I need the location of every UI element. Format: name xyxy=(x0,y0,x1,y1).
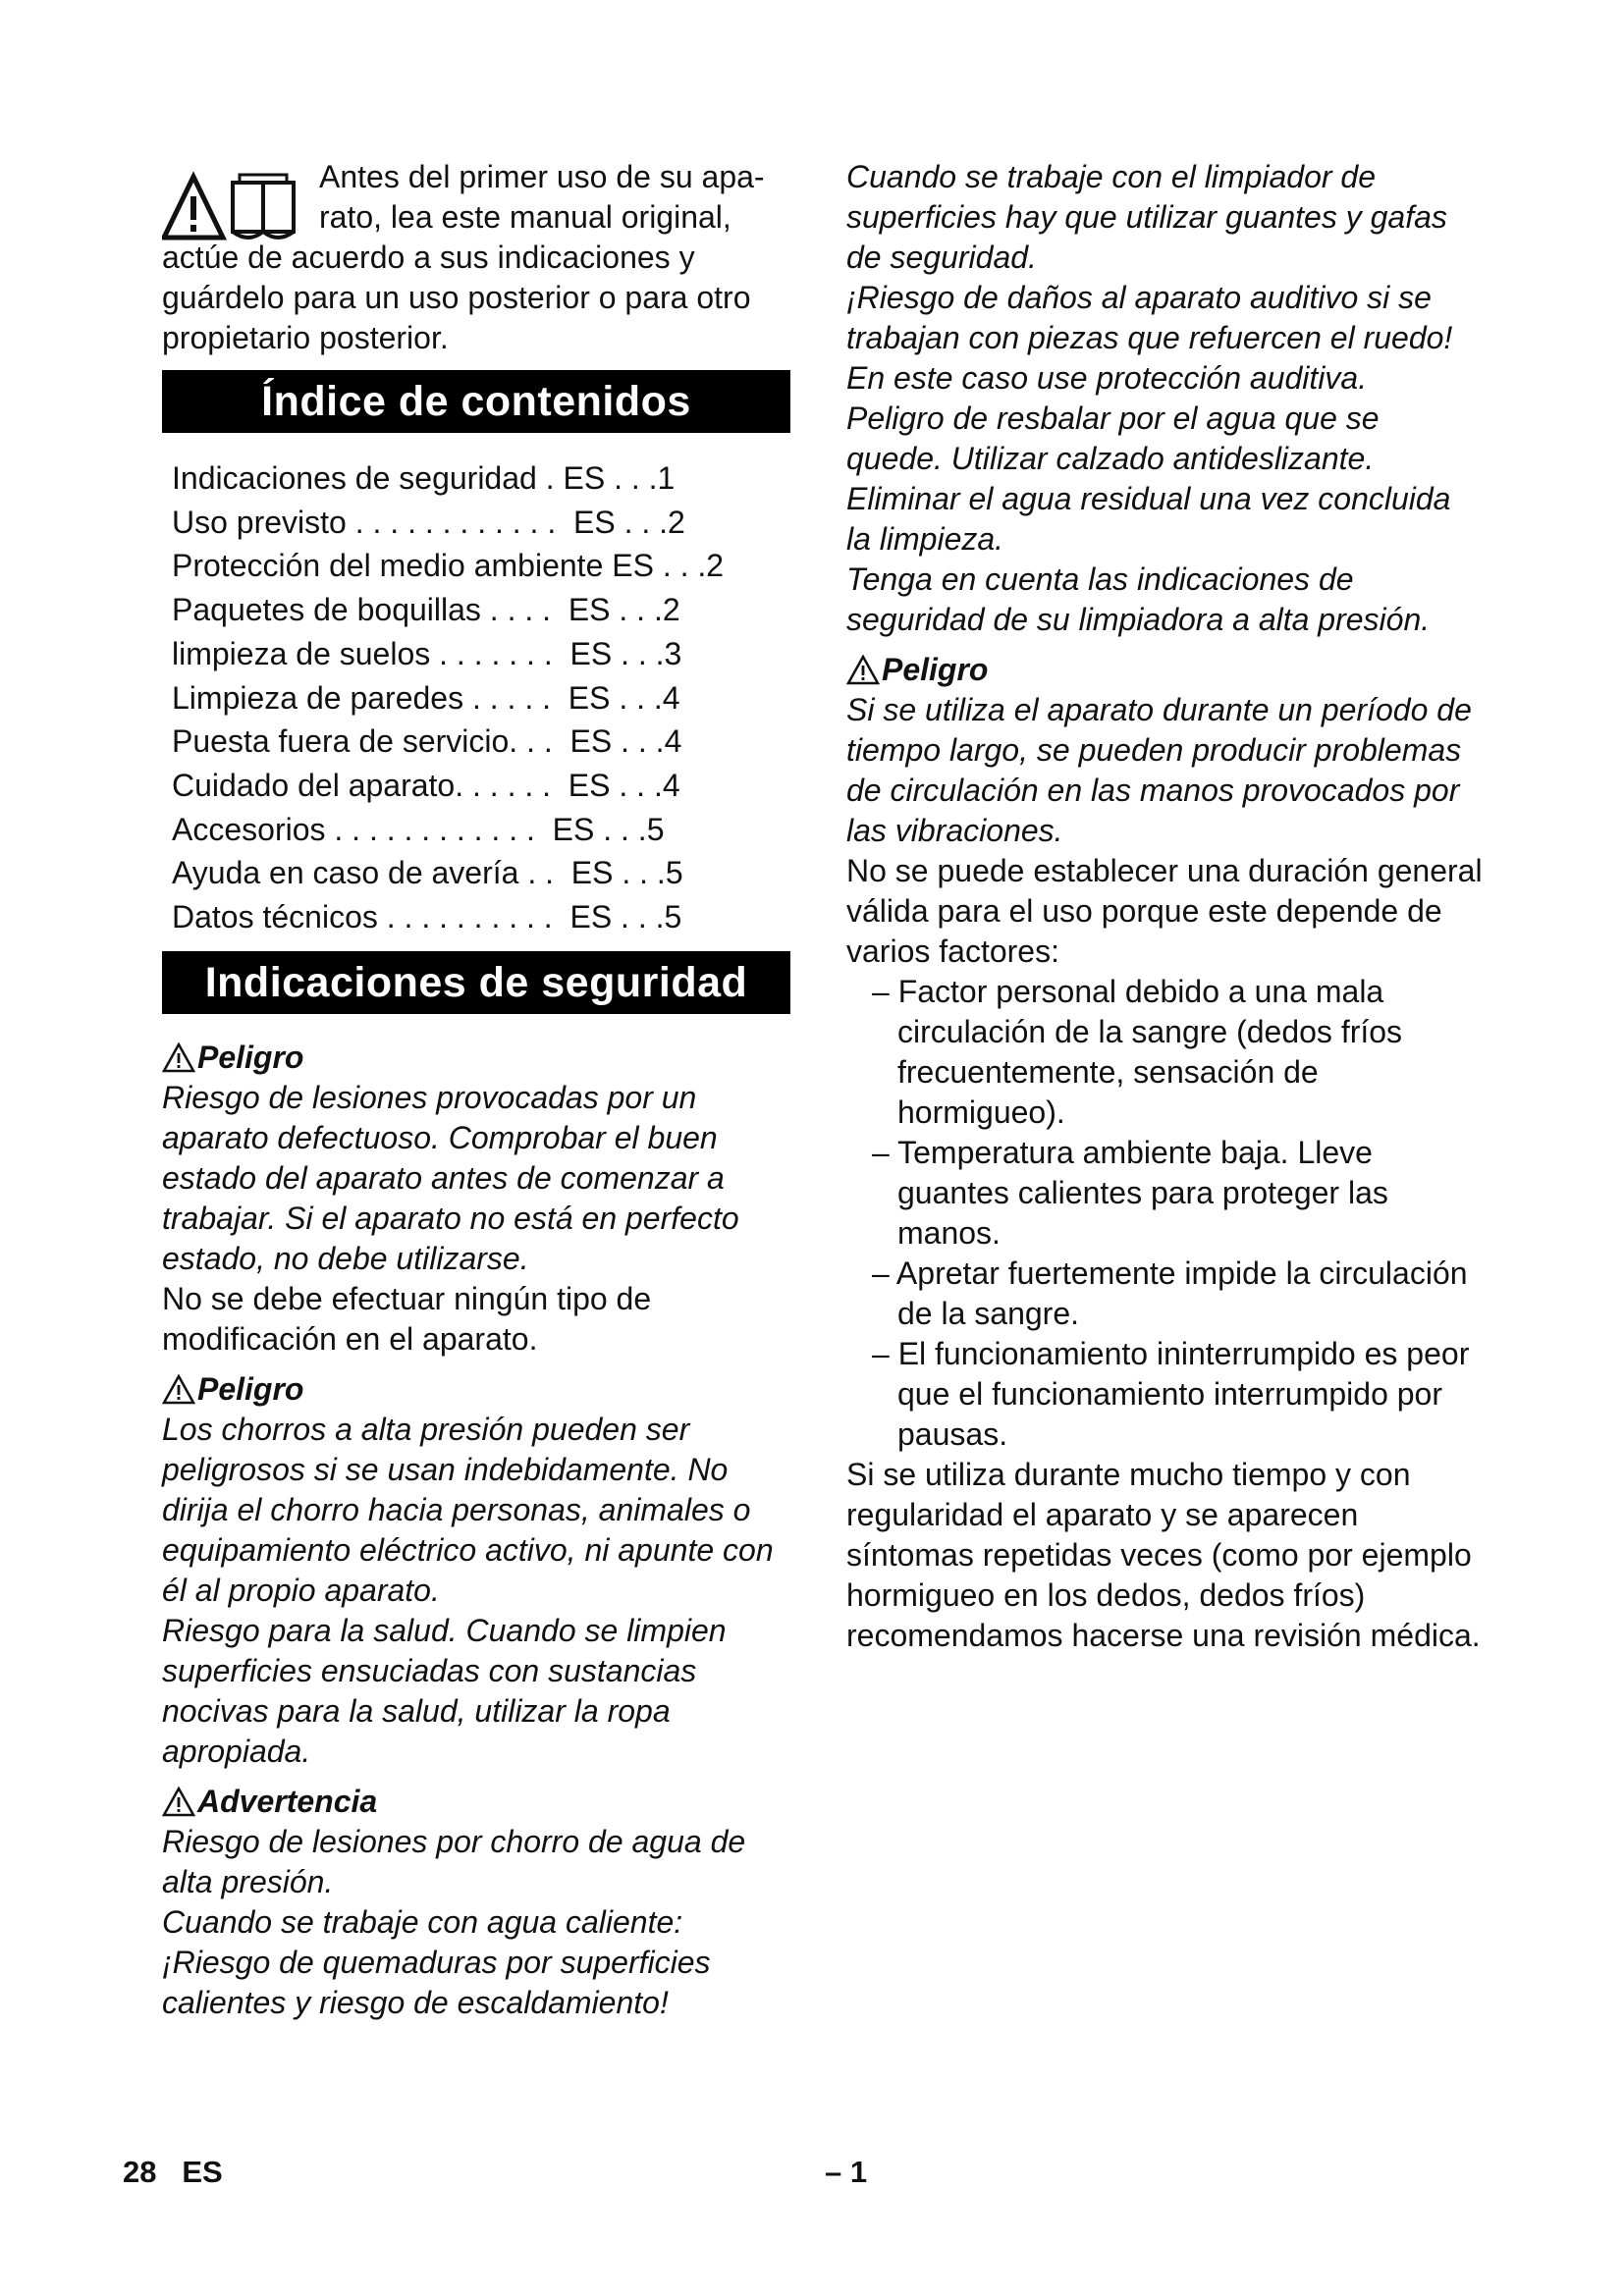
safety-title: Indicaciones de seguridad xyxy=(162,951,790,1014)
warning-triangle-icon xyxy=(162,1042,195,1073)
toc-list xyxy=(172,456,790,939)
toc-entry[interactable]: Puesta fuera de servicio. . . ES . . .4 xyxy=(172,723,682,760)
danger-heading-2 xyxy=(162,1369,790,1410)
danger-2-text-2: Riesgo para la salud. Cuando se limpien superficies ensuciadas con sustancias nocivas para la salud, utilizar la ropa apropiada. xyxy=(162,1612,727,1769)
intro-line-1: Antes del primer uso de su apa- xyxy=(319,159,765,194)
warning-triangle-icon xyxy=(162,1787,195,1817)
right-column xyxy=(846,157,1483,1656)
intro-notice xyxy=(162,157,790,358)
vibration-warning: Si se utiliza el aparato durante un período de tiempo largo, se pueden producir problemas de circulación en las manos provocados por las vibraciones. xyxy=(846,692,1472,848)
warning-manual-icon xyxy=(162,169,309,249)
medical-advice: Si se utiliza durante mucho tiempo y con regularidad el aparato y se aparecen síntomas repetidas veces (como por ejemplo hormigueo en los dedos, dedos fríos) recomendamos hacerse una revisión médica. xyxy=(846,1457,1481,1653)
left-column xyxy=(162,157,790,2023)
toc-title: Índice de contenidos xyxy=(162,370,790,433)
danger-heading-3 xyxy=(846,650,1483,690)
danger-1-text: Riesgo de lesiones provocadas por un aparato defectuoso. Comprobar el buen estado del aparato antes de comenzar a trabajar. Si el aparato no está en perfecto estado, no debe utilizarse. xyxy=(162,1079,739,1276)
page-number: 28 xyxy=(123,2155,157,2189)
section-page: – 1 xyxy=(825,2155,868,2189)
duration-note: No se puede establecer una duración general válida para el uso porque este depende de varios factores: xyxy=(846,853,1483,969)
factor-item: – Factor personal debido a una mala circulación de la sangre (dedos fríos frecuentemente, sensación de hormigueo). xyxy=(846,972,1483,1133)
danger-2-text-1: Los chorros a alta presión pueden ser peligrosos si se usan indebidamente. No dirija el chorro hacia personas, animales o equipamiento eléctrico activo, ni apunte con él al propio aparato. xyxy=(162,1411,774,1608)
hearing-note: ¡Riesgo de daños al aparato auditivo si se trabajan con piezas que refuercen el ruedo! En este caso use protección auditiva. xyxy=(846,280,1453,396)
warning-label: Advertencia xyxy=(197,1783,378,1819)
toc-entry[interactable]: Accesorios . . . . . . . . . . . . ES . . .5 xyxy=(172,811,665,847)
toc-entry[interactable]: Protección del medio ambiente ES . . .2 xyxy=(172,548,725,584)
toc-entry[interactable]: Indicaciones de seguridad . ES . . .1 xyxy=(172,460,676,496)
modification-note: No se debe efectuar ningún tipo de modificación en el aparato. xyxy=(162,1280,652,1357)
danger-heading-1 xyxy=(162,1038,790,1078)
toc-entry[interactable]: Limpieza de paredes . . . . . ES . . .4 xyxy=(172,679,680,716)
gloves-note: Cuando se trabaje con el limpiador de superficies hay que utilizar guantes y gafas de seguridad. xyxy=(846,159,1447,275)
danger-label: Peligro xyxy=(197,1370,304,1407)
toc-entry[interactable]: Paquetes de boquillas . . . . ES . . .2 xyxy=(172,592,680,628)
toc-entry[interactable]: Ayuda en caso de avería . . ES . . .5 xyxy=(172,855,683,891)
slip-note: Peligro de resbalar por el agua que se quede. Utilizar calzado antideslizante. Eliminar el agua residual una vez concluida la limpieza. xyxy=(846,400,1451,557)
pressure-washer-note: Tenga en cuenta las indicaciones de seguridad de su limpiadora a alta presión. xyxy=(846,561,1431,637)
factor-item: – El funcionamiento ininterrumpido es peor que el funcionamiento interrumpido por pausas. xyxy=(846,1334,1483,1455)
intro-rest: actúe de acuerdo a sus indicaciones y guárdelo para un uso posterior o para otro propietario posterior. xyxy=(162,240,751,355)
warning-text-2: Cuando se trabaje con agua caliente: ¡Riesgo de quemaduras por superficies calientes y riesgo de escaldamiento! xyxy=(162,1903,711,2020)
language-code: ES xyxy=(182,2155,223,2189)
toc-entry[interactable]: Uso previsto . . . . . . . . . . . . ES . . .2 xyxy=(172,504,685,540)
warning-triangle-icon xyxy=(846,655,880,685)
warning-heading xyxy=(162,1782,790,1822)
warning-triangle-icon xyxy=(162,1374,195,1405)
page-footer-left xyxy=(123,2155,223,2190)
warning-text-1: Riesgo de lesiones por chorro de agua de alta presión. xyxy=(162,1823,746,1899)
factor-list xyxy=(846,972,1483,1455)
toc-entry[interactable]: Datos técnicos . . . . . . . . . . ES . . .5 xyxy=(172,899,682,935)
danger-label: Peligro xyxy=(197,1039,304,1075)
intro-line-2: rato, lea este manual original, xyxy=(319,199,731,235)
toc-entry[interactable]: Cuidado del aparato. . . . . . ES . . .4 xyxy=(172,767,680,803)
toc-entry[interactable]: limpieza de suelos . . . . . . . ES . . .3 xyxy=(172,635,682,671)
factor-item: – Temperatura ambiente baja. Lleve guantes calientes para proteger las manos. xyxy=(846,1133,1483,1254)
factor-item: – Apretar fuertemente impide la circulación de la sangre. xyxy=(846,1254,1483,1334)
danger-label: Peligro xyxy=(882,652,989,687)
